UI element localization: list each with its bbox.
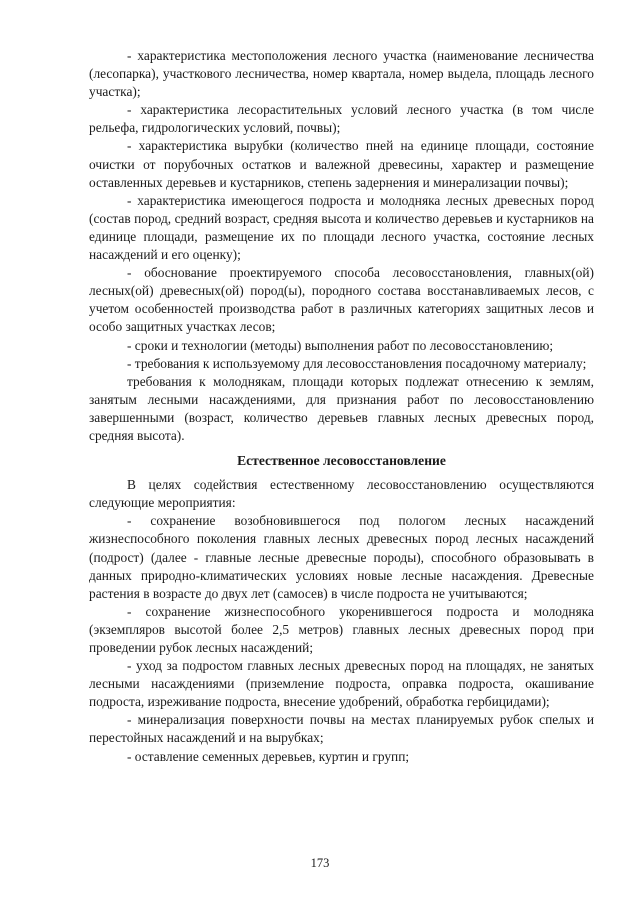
paragraph-justification: - обоснование проектируемого способа лесовосстановления, главных(ой) лесных(ой) древесных(ой) пород(ы), породного состава восстанавливаемых лесов, с учетом особенностей производства работ в различных категориях защитных лесов и особо защитных участках лесов; — [89, 265, 594, 335]
paragraph-preserve-rooted: - сохранение жизнеспособного укоренившегося подроста и молодняка (экземпляров высотой более 2,5 метров) главных лесных древесных пород при проведении рубок лесных насаждений; — [89, 603, 594, 655]
paragraph-seed-trees: - оставление семенных деревьев, куртин и групп; — [127, 748, 410, 764]
paragraph-care: - уход за подростом главных лесных древесных пород на площадях, не занятых лесными насаждениями (приземление подроста, оправка подроста, окашивание подроста, изреживание подроста, внесение удобрений, обработка гербицидами); — [89, 658, 594, 710]
paragraph-growing-conditions: - характеристика лесорастительных условий лесного участка (в том числе рельефа, гидрологических условий, почвы); — [89, 102, 594, 136]
paragraph-location: - характеристика местоположения лесного участка (наименование лесничества (лесопарка), участкового лесничества, номер квартала, номер выдела, площадь лесного участка); — [89, 48, 594, 100]
page-number: 173 — [310, 856, 330, 870]
paragraph-planting-material: - требования к используемому для лесовосстановления посадочному материалу; — [127, 355, 587, 371]
paragraph-terms-methods: - сроки и технологии (методы) выполнения работ по лесовосстановлению; — [127, 337, 554, 353]
page-body — [89, 47, 594, 766]
paragraph-young-stands: требования к молоднякам, площади которых подлежат отнесению к землям, занятым лесными насаждениями, для признания работ по лесовосстановлению завершенными (возраст, количество деревьев главных лесных древесных пород, средняя высота). — [89, 373, 594, 443]
paragraph-mineralization: - минерализация поверхности почвы на местах планируемых рубок спелых и перестойных насаждений и на вырубках; — [89, 712, 594, 746]
section-heading: Естественное лесовосстановление — [237, 453, 446, 469]
paragraph-preserve-regrowth: - сохранение возобновившегося под пологом лесных насаждений жизнеспособного поколения главных лесных древесных пород лесных насаждений (подрост) (далее - главные лесные древесные породы), способного образовывать в данных природно-климатических условиях новые лесные насаждения. Древесные растения в возрасте до двух лет (самосев) в числе подроста не учитываются; — [89, 513, 594, 601]
paragraph-clearing: - характеристика вырубки (количество пней на единице площади, состояние очистки от порубочных остатков и валежной древесины, характер и размещение оставленных деревьев и кустарников, степень задернения и минерализации почвы); — [89, 138, 594, 190]
paragraph-intro: В целях содействия естественному лесовосстановлению осуществляются следующие мероприятия: — [89, 477, 594, 511]
paragraph-undergrowth: - характеристика имеющегося подроста и молодняка лесных древесных пород (состав пород, средний возраст, средняя высота и количество деревьев и кустарников на единице площади, размещение их по площади лесного участка, состояние лесных насаждений и его оценку); — [89, 192, 594, 263]
